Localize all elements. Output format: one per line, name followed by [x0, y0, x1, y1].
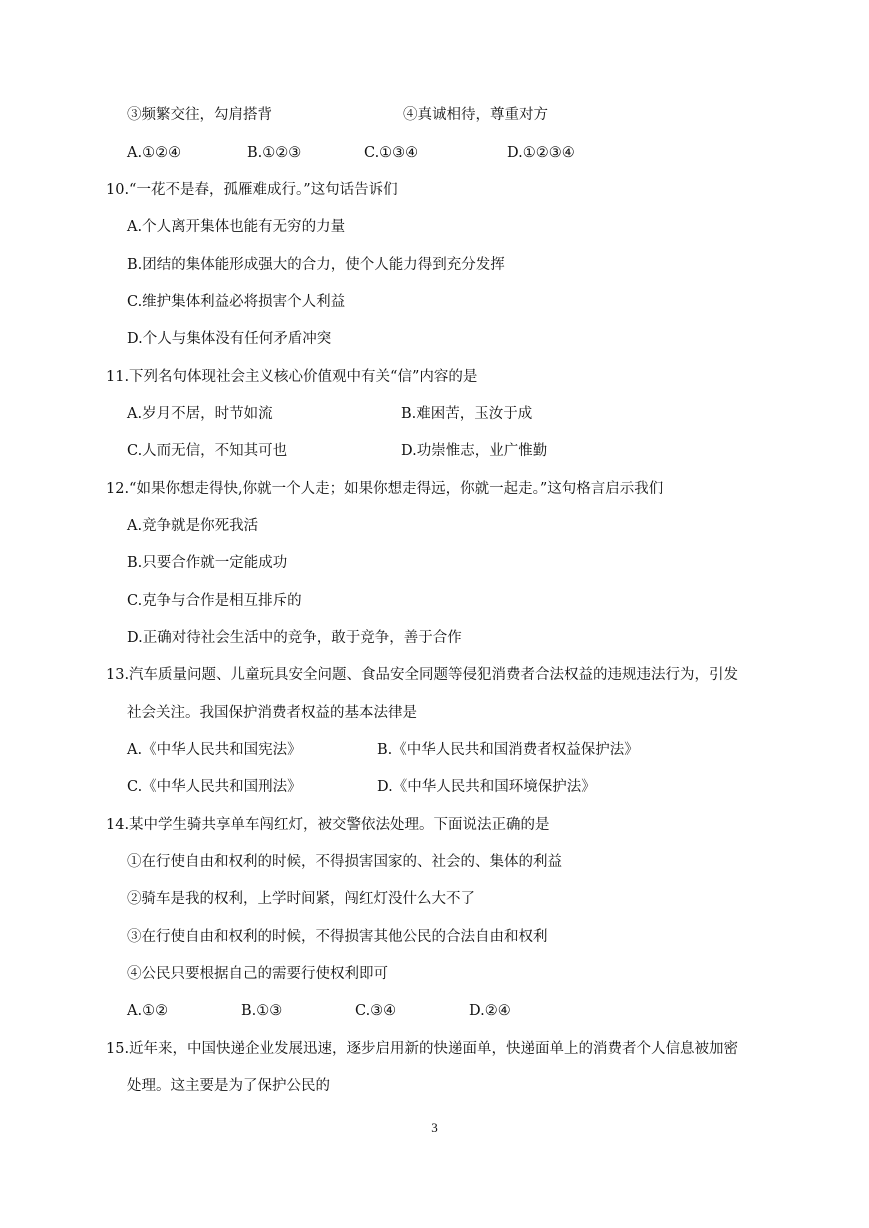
q10-option-d: D.个人与集体没有任何矛盾冲突	[127, 331, 332, 347]
q14-statement-3: ③在行使自由和权利的时候，不得损害其他公民的合法自由和权利	[127, 929, 548, 945]
q9-statement-3: ③频繁交往，勾肩搭背	[127, 107, 272, 123]
q9-option-a: A.①②④	[127, 145, 182, 161]
q14-stem: 14.某中学生骑共享单车闯红灯，被交警依法处理。下面说法正确的是	[106, 817, 550, 833]
q14-option-b: B.①③	[241, 1003, 283, 1019]
q14-option-a: A.①②	[127, 1003, 169, 1019]
q14-statement-2: ②骑车是我的权利，上学时间紧，闯红灯没什么大不了	[127, 891, 475, 907]
q13-option-b: B.《中华人民共和国消费者权益保护法》	[377, 742, 639, 758]
q13-stem-line1: 13.汽车质量问题、儿童玩具安全问题、食品安全同题等侵犯消费者合法权益的违规违法行为，引发	[106, 667, 739, 683]
q11-option-b: B.难困苦，玉汝于成	[401, 406, 533, 422]
q14-statement-1: ①在行使自由和权利的时候，不得损害国家的、社会的、集体的利益	[127, 854, 562, 870]
q13-stem-line2: 社会关注。我国保护消费者权益的基本法律是	[127, 705, 417, 721]
q14-option-c: C.③④	[355, 1003, 397, 1019]
q15-stem-line2: 处理。这主要是为了保护公民的	[127, 1078, 330, 1094]
q13-option-a: A.《中华人民共和国宪法》	[127, 742, 302, 758]
q11-option-d: D.功崇惟志，业广惟勤	[401, 443, 548, 459]
q10-option-b: B.团结的集体能形成强大的合力，使个人能力得到充分发挥	[127, 257, 505, 273]
q9-option-c: C.①③④	[364, 145, 419, 161]
q12-option-b: B.只要合作就一定能成功	[127, 555, 288, 571]
q14-option-d: D.②④	[469, 1003, 511, 1019]
q15-stem-line1: 15.近年来，中国快递企业发展迅速，逐步启用新的快递面单，快递面单上的消费者个人信息被加密	[106, 1041, 739, 1057]
q11-option-a: A.岁月不居，时节如流	[127, 406, 273, 422]
q9-option-d: D.①②③④	[507, 145, 575, 161]
q10-stem: 10.“一花不是春，孤雁难成行。”这句话告诉们	[106, 182, 398, 198]
q10-option-c: C.维护集体利益必将损害个人利益	[127, 294, 346, 310]
page-number: 3	[431, 1120, 438, 1135]
q14-statement-4: ④公民只要根据自己的需要行使权利即可	[127, 966, 388, 982]
q11-stem: 11.下列名句体现社会主义核心价值观中有关“信”内容的是	[106, 369, 478, 385]
q12-stem: 12.“如果你想走得快,你就一个人走；如果你想走得远，你就一起走。”这句格言启示我们	[106, 481, 664, 497]
q9-statement-4: ④真诚相待，尊重对方	[403, 107, 548, 123]
q12-option-a: A.竞争就是你死我活	[127, 518, 259, 534]
q11-option-c: C.人而无信，不知其可也	[127, 443, 288, 459]
q13-option-c: C.《中华人民共和国刑法》	[127, 779, 302, 795]
q13-option-d: D.《中华人民共和国环境保护法》	[377, 779, 596, 795]
q12-option-d: D.正确对待社会生活中的竞争，敢于竞争，善于合作	[127, 630, 462, 646]
q9-option-b: B.①②③	[247, 145, 302, 161]
q12-option-c: C.克争与合作是相互排斥的	[127, 593, 302, 609]
q10-option-a: A.个人离开集体也能有无穷的力量	[127, 219, 346, 235]
